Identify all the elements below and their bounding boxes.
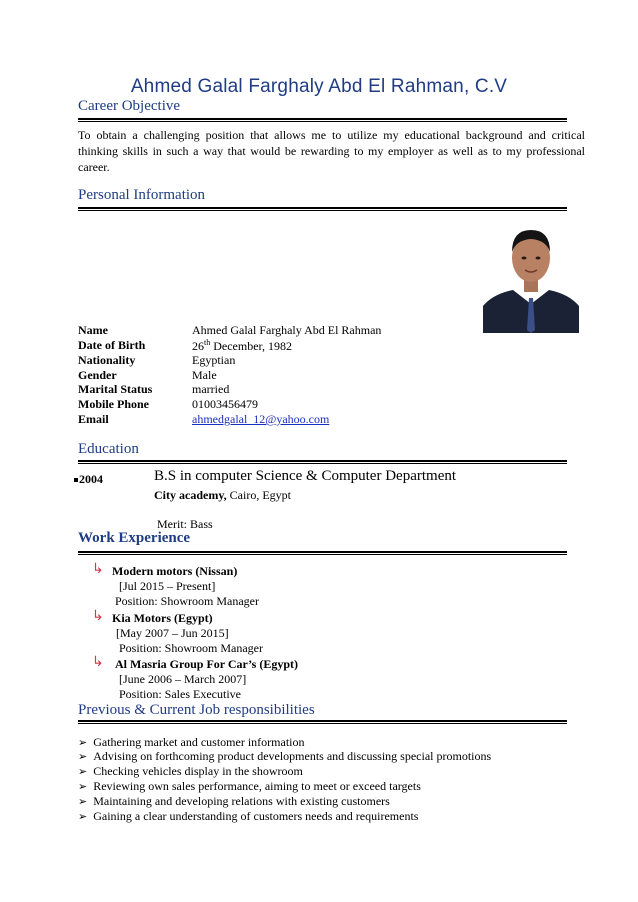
education-merit: Merit: Bass bbox=[157, 517, 213, 531]
arrow-icon: ↳ bbox=[92, 562, 104, 577]
cv-title: Ahmed Galal Farghaly Abd El Rahman, C.V bbox=[130, 76, 508, 97]
list-item-text: Maintaining and developing relations with existing customers bbox=[93, 794, 390, 808]
job-position: Position: Showroom Manager bbox=[115, 594, 259, 608]
list-item bbox=[78, 779, 421, 794]
list-item-text: Advising on forthcoming product developments and discussing special promotions bbox=[93, 749, 492, 763]
marital-status-label: Marital Status bbox=[78, 382, 153, 396]
list-item-text: Reviewing own sales performance, aiming to meet or exceed targets bbox=[93, 779, 421, 793]
mobile-label: Mobile Phone bbox=[78, 397, 149, 411]
personal-info-heading: Personal Information bbox=[78, 187, 206, 203]
education-heading: Education bbox=[78, 441, 139, 457]
nationality-value: Egyptian bbox=[192, 353, 236, 367]
arrow-bullet-icon: ➢ bbox=[78, 781, 88, 793]
work-experience-heading: Work Experience bbox=[78, 530, 191, 546]
school-name: City academy, bbox=[154, 488, 227, 502]
job-period: [May 2007 – Jun 2015] bbox=[116, 626, 229, 640]
arrow-icon: ↳ bbox=[92, 655, 104, 670]
square-bullet-icon bbox=[74, 478, 78, 482]
name-label: Name bbox=[78, 323, 108, 337]
dob-rest: December, 1982 bbox=[210, 339, 293, 353]
list-item bbox=[78, 794, 390, 809]
school-location: Cairo, Egypt bbox=[226, 488, 291, 502]
arrow-bullet-icon: ➢ bbox=[78, 796, 88, 808]
list-item bbox=[78, 809, 418, 824]
list-item-text: Gaining a clear understanding of customers needs and requirements bbox=[93, 809, 419, 823]
dob-label: Date of Birth bbox=[78, 338, 146, 352]
education-degree: B.S in computer Science & Computer Department bbox=[154, 468, 457, 484]
dob-value bbox=[192, 338, 292, 354]
arrow-icon: ↳ bbox=[92, 609, 104, 624]
arrow-bullet-icon: ➢ bbox=[78, 751, 88, 763]
responsibilities-heading: Previous & Current Job responsibilities bbox=[78, 702, 315, 718]
mobile-value: 01003456479 bbox=[192, 397, 258, 411]
section-divider bbox=[78, 551, 567, 555]
job-position: Position: Sales Executive bbox=[119, 687, 241, 701]
gender-value: Male bbox=[192, 368, 217, 382]
list-item bbox=[78, 764, 303, 779]
job-period: [June 2006 – March 2007] bbox=[119, 672, 247, 686]
section-divider bbox=[78, 118, 567, 122]
list-item bbox=[78, 749, 491, 764]
dob-day: 26 bbox=[192, 339, 204, 353]
section-divider bbox=[78, 207, 567, 211]
section-divider bbox=[78, 460, 567, 464]
email-label: Email bbox=[78, 412, 109, 426]
nationality-label: Nationality bbox=[78, 353, 136, 367]
list-item bbox=[78, 735, 304, 750]
dob-suffix: th bbox=[204, 338, 211, 347]
arrow-bullet-icon: ➢ bbox=[78, 811, 88, 823]
arrow-bullet-icon: ➢ bbox=[78, 766, 88, 778]
list-item-text: Checking vehicles display in the showroom bbox=[93, 764, 303, 778]
arrow-bullet-icon: ➢ bbox=[78, 737, 88, 749]
education-year bbox=[74, 472, 103, 487]
education-school bbox=[154, 488, 291, 503]
section-divider bbox=[78, 720, 567, 724]
job-company: Kia Motors (Egypt) bbox=[112, 611, 213, 625]
name-value: Ahmed Galal Farghaly Abd El Rahman bbox=[192, 323, 382, 337]
career-objective-heading: Career Objective bbox=[78, 98, 181, 114]
profile-photo bbox=[483, 218, 579, 333]
career-objective-text: To obtain a challenging position that allows me to utilize my educational background and critical thinking skills in such a way that would be rewarding to my employer as well as to my professional career. bbox=[78, 128, 585, 174]
job-company: Modern motors (Nissan) bbox=[112, 564, 238, 578]
email-link[interactable]: ahmedgalal_12@yahoo.com bbox=[192, 412, 330, 426]
gender-label: Gender bbox=[78, 368, 117, 382]
list-item-text: Gathering market and customer information bbox=[93, 735, 305, 749]
marital-status-value: married bbox=[192, 382, 230, 396]
job-period: [Jul 2015 – Present] bbox=[119, 579, 216, 593]
job-company: Al Masria Group For Car’s (Egypt) bbox=[115, 657, 298, 671]
education-year-text: 2004 bbox=[79, 472, 103, 486]
job-position: Position: Showroom Manager bbox=[119, 641, 263, 655]
